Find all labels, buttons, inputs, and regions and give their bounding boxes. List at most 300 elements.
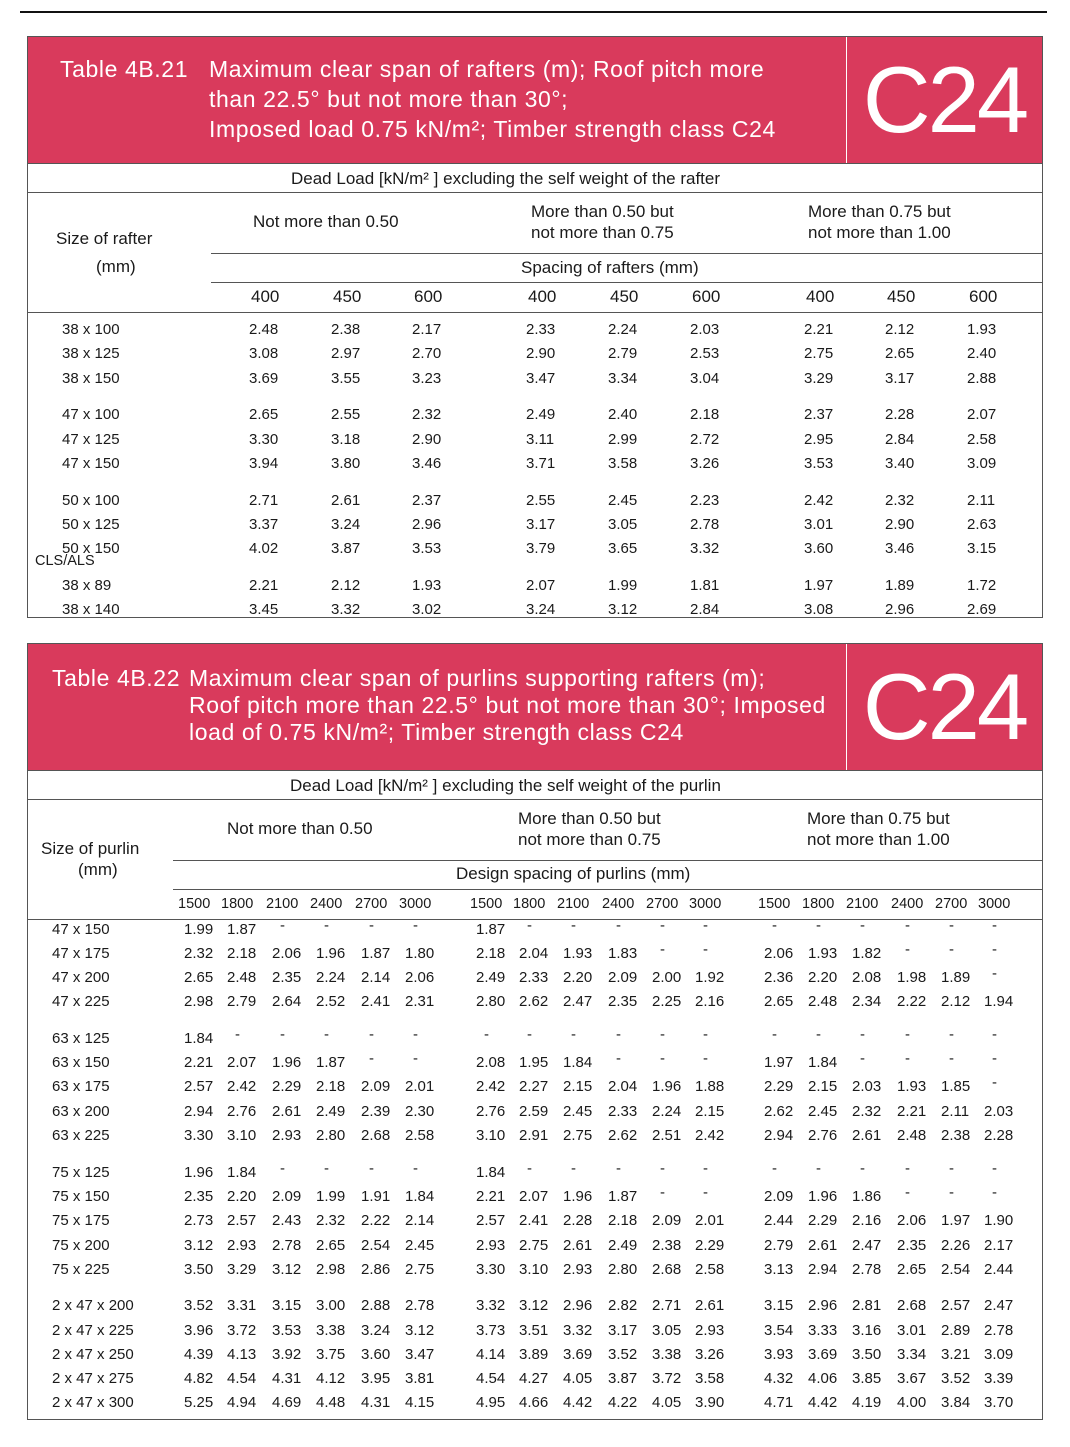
row-size-label: 38 x 100	[62, 321, 120, 338]
span-value: 2.07	[967, 406, 997, 423]
spacing-header: 1500	[758, 896, 791, 912]
span-value: 3.50	[184, 1261, 214, 1278]
span-value: 1.96	[184, 1164, 214, 1181]
span-value: 2.28	[885, 406, 915, 423]
span-value: 3.38	[652, 1346, 682, 1363]
span-value: 4.94	[227, 1394, 257, 1411]
span-value: 4.15	[405, 1394, 435, 1411]
span-value: 2.49	[476, 969, 506, 986]
span-value: 3.30	[476, 1261, 506, 1278]
span-value: 2.58	[405, 1127, 435, 1144]
size-label: Size of rafter	[56, 229, 153, 248]
span-value: 2.15	[695, 1103, 725, 1120]
span-value: 3.34	[608, 370, 638, 387]
span-value: -	[905, 1050, 910, 1067]
span-value: -	[660, 917, 665, 934]
span-value: 2.29	[272, 1078, 302, 1095]
span-value: 3.47	[405, 1346, 435, 1363]
span-value: 2.48	[227, 969, 257, 986]
span-value: 3.10	[476, 1127, 506, 1144]
span-value: 2.96	[563, 1297, 593, 1314]
load-group-2-line-1: More than 0.50 but	[531, 202, 674, 221]
span-value: 2.48	[897, 1127, 927, 1144]
row-size-label: 63 x 225	[52, 1127, 110, 1144]
strength-class-badge: C24	[846, 644, 1042, 770]
span-value: -	[772, 917, 777, 934]
span-value: 1.87	[476, 921, 506, 938]
span-value: 3.15	[764, 1297, 794, 1314]
span-value: 3.96	[184, 1322, 214, 1339]
span-value: -	[484, 1026, 489, 1043]
span-value: -	[413, 917, 418, 934]
span-value: 2.21	[184, 1054, 214, 1071]
span-value: 2.54	[941, 1261, 971, 1278]
span-value: 3.55	[331, 370, 361, 387]
span-value: 2.31	[405, 993, 435, 1010]
span-value: 2.06	[764, 945, 794, 962]
span-value: -	[413, 1026, 418, 1043]
span-value: 4.00	[897, 1394, 927, 1411]
span-value: 3.72	[652, 1370, 682, 1387]
span-value: 1.97	[764, 1054, 794, 1071]
span-value: 2.36	[764, 969, 794, 986]
span-value: -	[992, 917, 997, 934]
span-value: -	[860, 1026, 865, 1043]
span-value: -	[369, 1026, 374, 1043]
span-value: 1.83	[608, 945, 638, 962]
span-value: 3.52	[184, 1297, 214, 1314]
span-value: 2.43	[272, 1212, 302, 1229]
span-value: 2.41	[361, 993, 391, 1010]
span-value: 2.14	[405, 1212, 435, 1229]
span-value: 2.58	[967, 431, 997, 448]
span-value: 2.23	[690, 492, 720, 509]
span-value: 2.06	[405, 969, 435, 986]
span-value: 2.32	[184, 945, 214, 962]
span-value: -	[992, 1184, 997, 1201]
span-value: 2.25	[652, 993, 682, 1010]
span-value: 2.93	[476, 1237, 506, 1254]
span-value: 4.22	[608, 1394, 638, 1411]
span-value: 3.38	[316, 1322, 346, 1339]
span-value: -	[616, 1050, 621, 1067]
span-value: -	[571, 917, 576, 934]
span-value: 2.09	[652, 1212, 682, 1229]
span-value: 2.29	[764, 1078, 794, 1095]
span-value: 2.79	[608, 345, 638, 362]
span-value: 2.76	[227, 1103, 257, 1120]
span-value: 2.39	[361, 1103, 391, 1120]
rafter-span-table	[27, 36, 1043, 618]
span-value: 3.60	[804, 540, 834, 557]
span-value: 3.24	[361, 1322, 391, 1339]
span-value: -	[235, 1026, 240, 1043]
row-size-label: 63 x 125	[52, 1030, 110, 1047]
span-value: -	[413, 1050, 418, 1067]
load-group-2-line-1: More than 0.50 but	[518, 809, 661, 828]
span-value: 2.94	[808, 1261, 838, 1278]
span-value: -	[816, 1026, 821, 1043]
span-value: 3.12	[519, 1297, 549, 1314]
span-value: 2.48	[808, 993, 838, 1010]
span-value: 2.70	[412, 345, 442, 362]
span-value: 2.78	[690, 516, 720, 533]
span-value: 3.17	[526, 516, 556, 533]
span-value: 3.29	[227, 1261, 257, 1278]
spacing-label: Design spacing of purlins (mm)	[456, 864, 691, 883]
row-size-label: 75 x 200	[52, 1237, 110, 1254]
span-value: 4.32	[764, 1370, 794, 1387]
span-value: 3.23	[412, 370, 442, 387]
row-size-label: 75 x 175	[52, 1212, 110, 1229]
span-value: 2.09	[272, 1188, 302, 1205]
span-value: 2.58	[695, 1261, 725, 1278]
span-value: 2.72	[690, 431, 720, 448]
row-size-label: 2 x 47 x 275	[52, 1370, 134, 1387]
span-value: -	[660, 1184, 665, 1201]
row-size-label: 63 x 150	[52, 1054, 110, 1071]
span-value: 2.68	[652, 1261, 682, 1278]
spacing-header: 600	[969, 287, 998, 306]
span-value: 3.53	[412, 540, 442, 557]
span-value: 2.98	[316, 1261, 346, 1278]
row-size-label: 2 x 47 x 250	[52, 1346, 134, 1363]
span-value: -	[949, 1184, 954, 1201]
span-value: -	[816, 917, 821, 934]
span-value: 2.35	[184, 1188, 214, 1205]
span-value: 2.27	[519, 1078, 549, 1095]
span-value: 4.27	[519, 1370, 549, 1387]
span-value: 2.12	[885, 321, 915, 338]
span-value: 2.37	[804, 406, 834, 423]
span-value: 3.73	[476, 1322, 506, 1339]
span-value: 2.75	[519, 1237, 549, 1254]
span-value: 2.45	[608, 492, 638, 509]
span-value: 3.65	[608, 540, 638, 557]
span-value: 4.71	[764, 1394, 794, 1411]
row-size-label: 2 x 47 x 225	[52, 1322, 134, 1339]
span-value: -	[660, 941, 665, 958]
span-value: 2.61	[852, 1127, 882, 1144]
span-value: 2.68	[361, 1127, 391, 1144]
row-size-label: 38 x 125	[62, 345, 120, 362]
span-value: -	[369, 1160, 374, 1177]
row-size-label: 47 x 225	[52, 993, 110, 1010]
spacing-header: 600	[414, 287, 443, 306]
span-value: 4.31	[361, 1394, 391, 1411]
span-value: 2.32	[316, 1212, 346, 1229]
purlin-span-table	[27, 643, 1043, 1420]
span-value: 2.91	[519, 1127, 549, 1144]
table-title-line-3: load of 0.75 kN/m²; Timber strength class C24	[189, 719, 684, 745]
span-value: 2.32	[885, 492, 915, 509]
span-value: -	[413, 1160, 418, 1177]
span-value: 3.79	[526, 540, 556, 557]
span-value: -	[369, 917, 374, 934]
span-value: 1.91	[361, 1188, 391, 1205]
span-value: 1.96	[272, 1054, 302, 1071]
span-value: 2.04	[608, 1078, 638, 1095]
span-value: 1.84	[563, 1054, 593, 1071]
span-value: 2.88	[361, 1297, 391, 1314]
span-value: -	[703, 941, 708, 958]
span-value: 2.94	[184, 1103, 214, 1120]
span-value: -	[905, 941, 910, 958]
span-value: -	[660, 1026, 665, 1043]
span-value: 2.75	[804, 345, 834, 362]
span-value: 1.87	[361, 945, 391, 962]
span-value: 3.26	[690, 455, 720, 472]
load-group-1: Not more than 0.50	[227, 819, 373, 838]
span-value: 1.93	[967, 321, 997, 338]
load-group-2-line-2: not more than 0.75	[531, 223, 674, 242]
span-value: 2.16	[852, 1212, 882, 1229]
span-value: 3.34	[897, 1346, 927, 1363]
row-size-label: 2 x 47 x 200	[52, 1297, 134, 1314]
span-value: 1.84	[476, 1164, 506, 1181]
span-value: 3.10	[519, 1261, 549, 1278]
span-value: 2.94	[764, 1127, 794, 1144]
span-value: 4.82	[184, 1370, 214, 1387]
span-value: 2.90	[885, 516, 915, 533]
span-value: 3.75	[316, 1346, 346, 1363]
size-unit-label: (mm)	[78, 860, 118, 879]
span-value: -	[703, 1160, 708, 1177]
spacing-label: Spacing of rafters (mm)	[521, 258, 699, 277]
span-value: 2.88	[967, 370, 997, 387]
span-value: 3.12	[272, 1261, 302, 1278]
span-value: -	[992, 1074, 997, 1091]
span-value: -	[949, 1050, 954, 1067]
span-value: 3.93	[764, 1346, 794, 1363]
span-value: 2.54	[361, 1237, 391, 1254]
span-value: 3.92	[272, 1346, 302, 1363]
span-value: 2.49	[608, 1237, 638, 1254]
span-value: 2.52	[316, 993, 346, 1010]
span-value: -	[992, 1160, 997, 1177]
span-value: 2.57	[476, 1212, 506, 1229]
cls-als-subheading: CLS/ALS	[35, 553, 95, 569]
span-value: 2.59	[519, 1103, 549, 1120]
span-value: 2.07	[526, 577, 556, 594]
span-value: 2.07	[227, 1054, 257, 1071]
span-value: 1.89	[885, 577, 915, 594]
span-value: -	[949, 1160, 954, 1177]
spacing-header: 1800	[802, 896, 835, 912]
span-value: 3.09	[967, 455, 997, 472]
row-size-label: 75 x 225	[52, 1261, 110, 1278]
span-value: 2.49	[316, 1103, 346, 1120]
span-value: 1.84	[808, 1054, 838, 1071]
span-value: 3.09	[984, 1346, 1014, 1363]
span-value: 3.24	[331, 516, 361, 533]
span-value: 2.12	[941, 993, 971, 1010]
span-value: 4.05	[652, 1394, 682, 1411]
span-value: 2.62	[519, 993, 549, 1010]
spacing-header: 1800	[221, 896, 254, 912]
span-value: 2.96	[885, 601, 915, 618]
span-value: 1.88	[695, 1078, 725, 1095]
span-value: 3.58	[608, 455, 638, 472]
strength-class-badge: C24	[846, 37, 1042, 163]
span-value: 2.65	[897, 1261, 927, 1278]
row-size-label: 38 x 89	[62, 577, 112, 594]
table-title-line-2: Roof pitch more than 22.5° but not more than 30°; Imposed	[189, 692, 826, 718]
span-value: 1.93	[808, 945, 838, 962]
span-value: -	[949, 941, 954, 958]
span-value: -	[949, 917, 954, 934]
spacing-header: 2400	[602, 896, 635, 912]
span-value: 3.32	[331, 601, 361, 618]
span-value: 2.04	[519, 945, 549, 962]
span-value: 4.31	[272, 1370, 302, 1387]
span-value: 3.67	[897, 1370, 927, 1387]
span-value: -	[703, 1050, 708, 1067]
span-value: 2.75	[405, 1261, 435, 1278]
span-value: 2.98	[184, 993, 214, 1010]
span-value: -	[616, 1160, 621, 1177]
span-value: 1.96	[652, 1078, 682, 1095]
span-value: -	[905, 1026, 910, 1043]
span-value: -	[527, 1160, 532, 1177]
span-value: 2.82	[608, 1297, 638, 1314]
spacing-header: 400	[806, 287, 835, 306]
span-value: 2.35	[897, 1237, 927, 1254]
span-value: 3.40	[885, 455, 915, 472]
span-value: 2.45	[563, 1103, 593, 1120]
spacing-header: 1500	[470, 896, 503, 912]
span-value: 1.98	[897, 969, 927, 986]
row-size-label: 63 x 200	[52, 1103, 110, 1120]
span-value: -	[992, 941, 997, 958]
span-value: 3.80	[331, 455, 361, 472]
span-value: 3.58	[695, 1370, 725, 1387]
span-value: -	[703, 917, 708, 934]
span-value: 3.32	[476, 1297, 506, 1314]
span-value: 2.17	[984, 1237, 1014, 1254]
size-unit-label: (mm)	[96, 257, 136, 276]
span-value: 2.09	[361, 1078, 391, 1095]
span-value: 3.89	[519, 1346, 549, 1363]
span-value: 3.30	[249, 431, 279, 448]
span-value: -	[660, 1160, 665, 1177]
span-value: 2.40	[608, 406, 638, 423]
span-value: 2.63	[967, 516, 997, 533]
span-value: -	[905, 1184, 910, 1201]
span-value: 2.09	[608, 969, 638, 986]
span-value: 2.35	[272, 969, 302, 986]
dead-load-heading: Dead Load [kN/m² ] excluding the self weight of the rafter	[291, 169, 721, 188]
span-value: 1.87	[316, 1054, 346, 1071]
span-value: 2.93	[695, 1322, 725, 1339]
row-size-label: 47 x 150	[62, 455, 120, 472]
span-value: 2.21	[249, 577, 279, 594]
row-size-label: 47 x 125	[62, 431, 120, 448]
span-value: 3.05	[652, 1322, 682, 1339]
span-value: 2.33	[608, 1103, 638, 1120]
span-value: 1.85	[941, 1078, 971, 1095]
span-value: 2.18	[316, 1078, 346, 1095]
span-value: 2.55	[331, 406, 361, 423]
span-value: 2.95	[804, 431, 834, 448]
span-value: 4.42	[808, 1394, 838, 1411]
span-value: 2.07	[519, 1188, 549, 1205]
row-size-label: 47 x 150	[52, 921, 110, 938]
span-value: 2.99	[608, 431, 638, 448]
span-value: 3.37	[249, 516, 279, 533]
span-value: -	[860, 917, 865, 934]
span-value: -	[660, 1050, 665, 1067]
span-value: 3.18	[331, 431, 361, 448]
span-value: 3.01	[804, 516, 834, 533]
span-value: 2.65	[885, 345, 915, 362]
load-group-1: Not more than 0.50	[253, 212, 399, 231]
span-value: 3.30	[184, 1127, 214, 1144]
span-value: 2.68	[897, 1297, 927, 1314]
span-value: 3.50	[852, 1346, 882, 1363]
span-value: 3.70	[984, 1394, 1014, 1411]
span-value: 3.02	[412, 601, 442, 618]
span-value: 2.29	[808, 1212, 838, 1229]
span-value: 2.48	[249, 321, 279, 338]
span-value: 3.52	[941, 1370, 971, 1387]
span-value: -	[280, 1026, 285, 1043]
spacing-header: 2100	[557, 896, 590, 912]
span-value: 4.95	[476, 1394, 506, 1411]
span-value: 1.89	[941, 969, 971, 986]
span-value: 2.38	[652, 1237, 682, 1254]
span-value: 2.71	[249, 492, 279, 509]
span-value: 2.38	[941, 1127, 971, 1144]
row-size-label: 38 x 150	[62, 370, 120, 387]
span-value: 1.93	[563, 945, 593, 962]
span-value: 3.16	[852, 1322, 882, 1339]
spacing-header: 1800	[513, 896, 546, 912]
span-value: 2.78	[272, 1237, 302, 1254]
span-value: 2.71	[652, 1297, 682, 1314]
span-value: 3.11	[526, 431, 555, 448]
spacing-header: 2100	[846, 896, 879, 912]
span-value: 2.61	[331, 492, 361, 509]
span-value: 2.93	[227, 1237, 257, 1254]
span-value: 1.99	[608, 577, 638, 594]
table-title-line-1: Maximum clear span of rafters (m); Roof pitch more	[209, 56, 765, 82]
span-value: 3.81	[405, 1370, 435, 1387]
span-value: 1.84	[227, 1164, 257, 1181]
span-value: 3.12	[608, 601, 638, 618]
span-value: 2.93	[563, 1261, 593, 1278]
span-value: 2.00	[652, 969, 682, 986]
span-value: 2.26	[941, 1237, 971, 1254]
span-value: 2.62	[608, 1127, 638, 1144]
span-value: 2.33	[526, 321, 556, 338]
spacing-header: 400	[528, 287, 557, 306]
span-value: 3.90	[695, 1394, 725, 1411]
span-value: 2.24	[652, 1103, 682, 1120]
span-value: 3.95	[361, 1370, 391, 1387]
span-value: 3.00	[316, 1297, 346, 1314]
span-value: 3.32	[690, 540, 720, 557]
span-value: 3.87	[608, 1370, 638, 1387]
span-value: -	[703, 1184, 708, 1201]
top-rule	[20, 11, 1047, 13]
span-value: -	[571, 1160, 576, 1177]
span-value: 2.14	[361, 969, 391, 986]
span-value: -	[772, 1160, 777, 1177]
span-value: -	[816, 1160, 821, 1177]
span-value: -	[703, 1026, 708, 1043]
span-value: -	[905, 1160, 910, 1177]
